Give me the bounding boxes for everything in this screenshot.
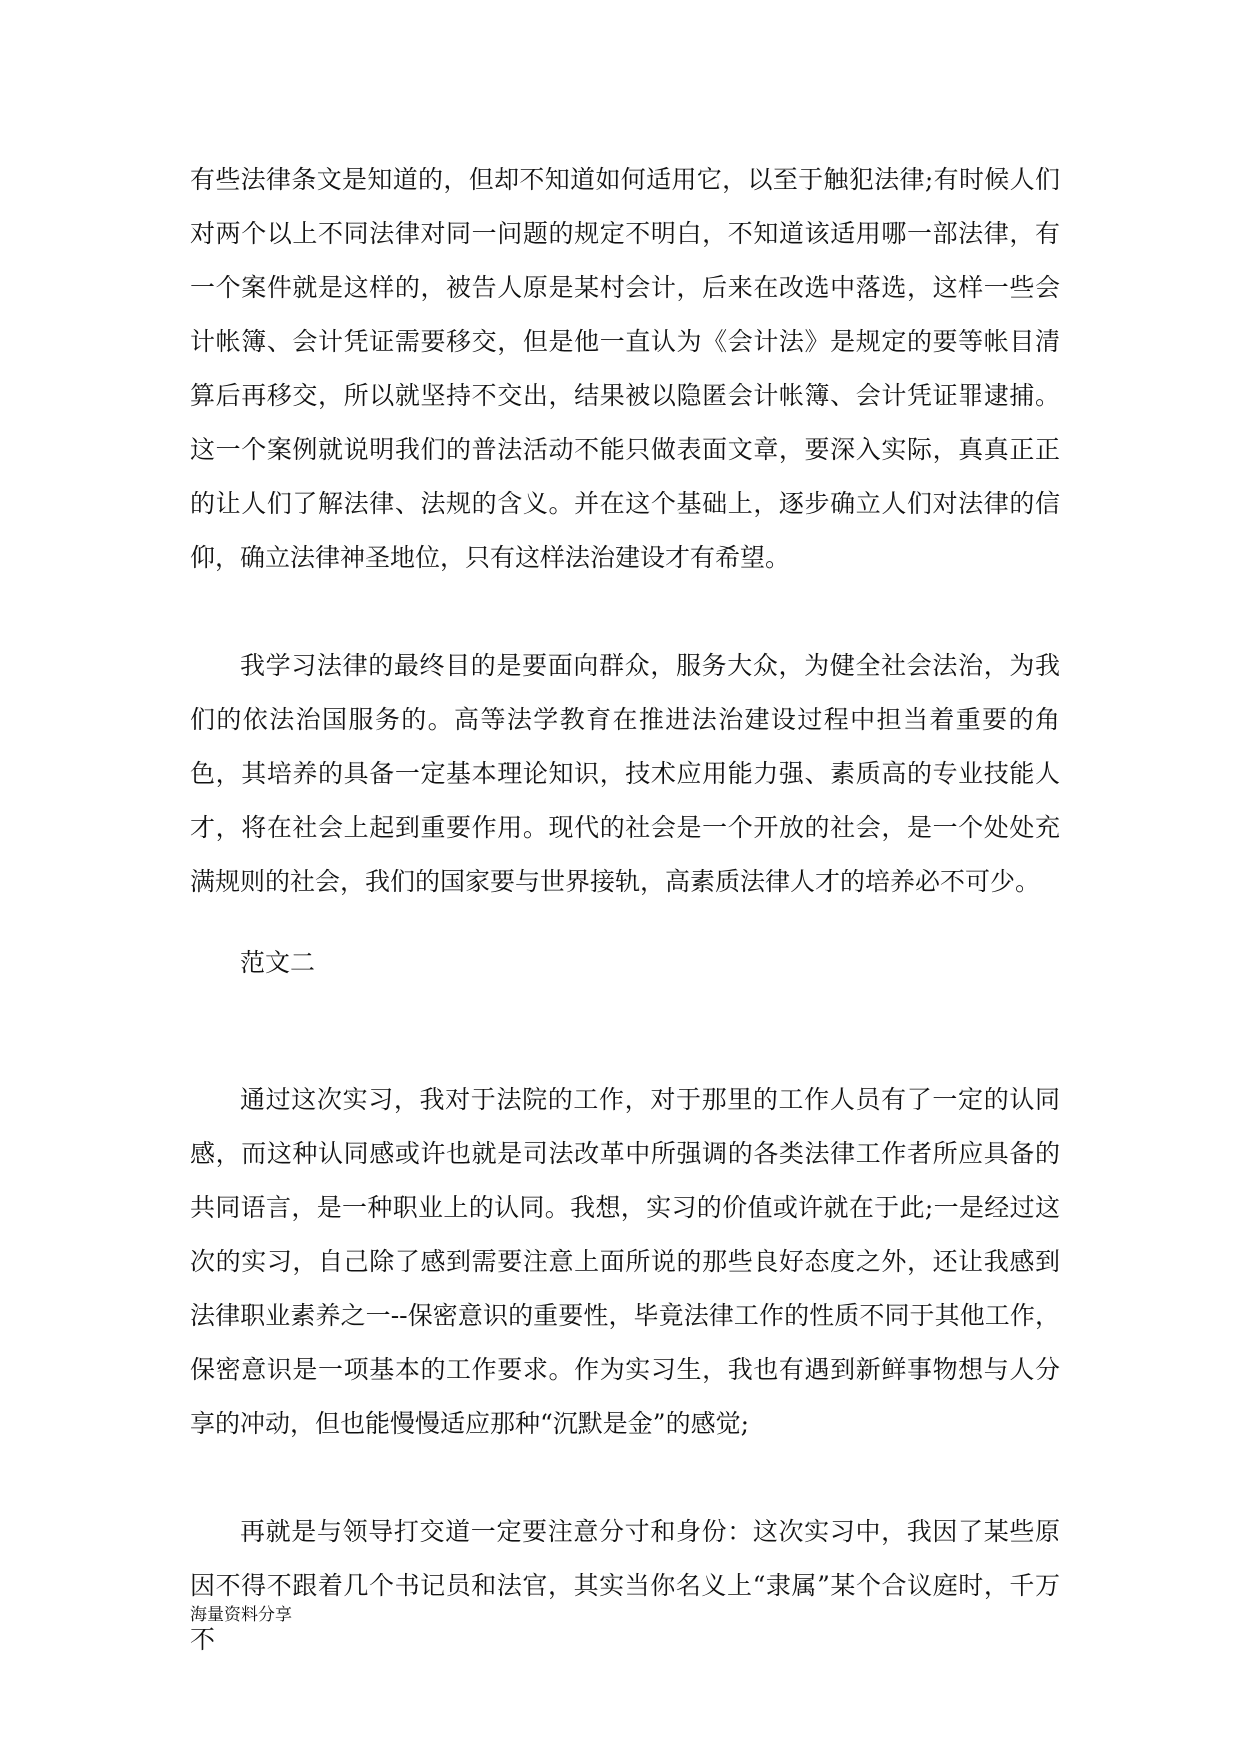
section-heading-sample-two: 范文二 (240, 948, 316, 977)
page-footer: 海量资料分享 (190, 1605, 292, 1625)
paragraph-purpose-of-studying-law: 我学习法律的最终目的是要面向群众，服务大众，为健全社会法治，为我们的依法治国服务的。高等法学教育在推进法治建设过程中担当着重要的角色，其培养的具备一定基本理论知识，技术应用能力强、素质高的专业技能人才，将在社会上起到重要作用。现代的社会是一个开放的社会，是一个处处充满规则的社会，我们的国家要与世界接轨，高素质法律人才的培养必不可少。 (190, 651, 1060, 896)
paragraph-internship-reflection: 通过这次实习，我对于法院的工作，对于那里的工作人员有了一定的认同感，而这种认同感或许也就是司法改革中所强调的各类法律工作者所应具备的共同语言，是一种职业上的认同。我想，实习的价值或许就在于此;一是经过这次的实习，自己除了感到需要注意上面所说的那些良好态度之外，还让我感到法律职业素养之一--保密意识的重要性，毕竟法律工作的性质不同于其他工作，保密意识是一项基本的工作要求。作为实习生，我也有遇到新鲜事物想与人分享的冲动，但也能慢慢适应那种“沉默是金”的感觉; (190, 1085, 1060, 1438)
paragraph-dealing-with-leaders: 再就是与领导打交道一定要注意分寸和身份：这次实习中，我因了某些原因不得不跟着几个书记员和法官，其实当你名义上“隶属”某个合议庭时，千万不 (190, 1517, 1060, 1654)
paragraph-legal-application-case: 有些法律条文是知道的，但却不知道如何适用它，以至于触犯法律;有时候人们对两个以上不同法律对同一问题的规定不明白，不知道该适用哪一部法律，有一个案件就是这样的，被告人原是某村会计，后来在改选中落选，这样一些会计帐簿、会计凭证需要移交，但是他一直认为《会计法》是规定的要等帐目清算后再移交，所以就坚持不交出，结果被以隐匿会计帐簿、会计凭证罪逮捕。这一个案例就说明我们的普法活动不能只做表面文章，要深入实际，真真正正的让人们了解法律、法规的含义。并在这个基础上，逐步确立人们对法律的信仰，确立法律神圣地位，只有这样法治建设才有希望。 (190, 165, 1060, 572)
